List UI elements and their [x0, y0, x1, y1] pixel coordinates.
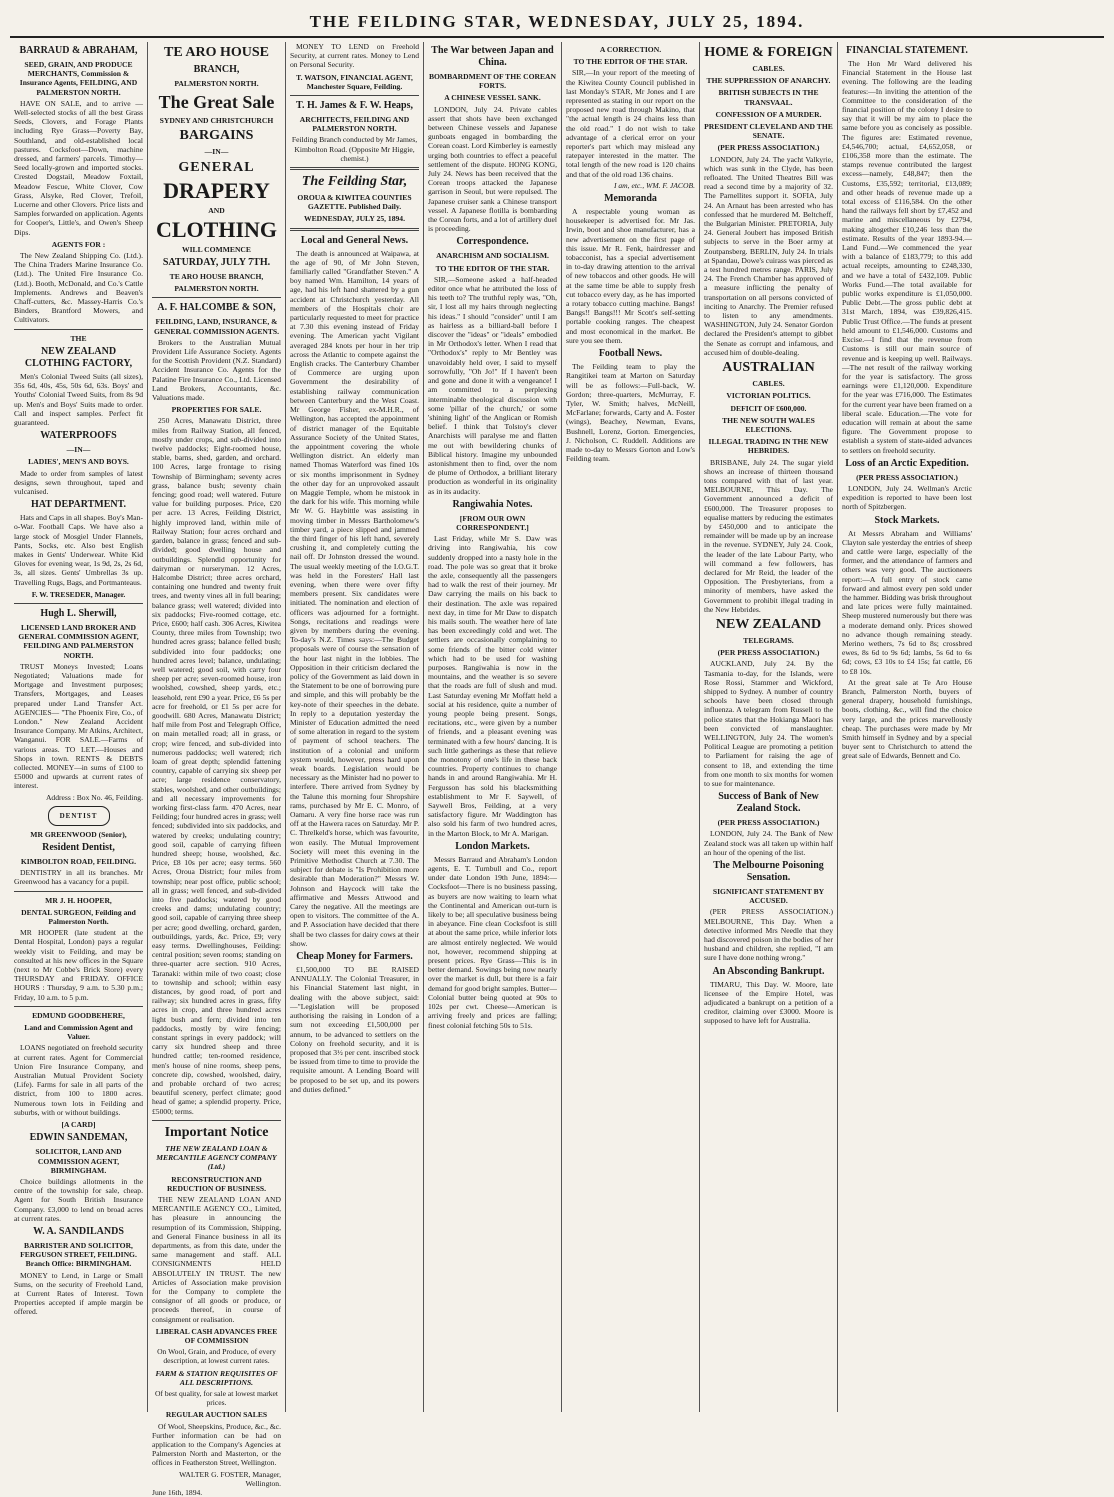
- divider: [14, 891, 143, 892]
- agents-list: The New Zealand Shipping Co. (Ltd.). The China Traders Marine Insurance Co. (Ltd.). The United Fire Insurance Co. (Ltd.). Booth, McDonald, and Co.'s Cattle Implements. Andrews and Beaven's Chaff-cutters, &c. Massey-Harris Co.'s Binders, Brantford Mowers, and Cultivators.: [14, 251, 143, 325]
- star-title: The Feilding Star,: [301, 174, 408, 190]
- agents-heading: AGENTS FOR :: [51, 239, 106, 249]
- farm-heading: FARM & STATION REQUISITES OF ALL DESCRIPTIONS.: [155, 1368, 278, 1387]
- greenwood-title: MR GREENWOOD (Senior),: [30, 829, 127, 839]
- divider: [14, 329, 143, 330]
- waterproofs-body: Made to order from samples of latest designs, sewn throughout, taped and vulcanised.: [14, 468, 143, 496]
- notice-date: June 16th, 1894.: [152, 1488, 203, 1497]
- financial-title: FINANCIAL STATEMENT.: [846, 45, 968, 56]
- bargains-title: BARGAINS: [179, 128, 254, 144]
- nz-body: AUCKLAND, July 24. By the Tasmania to-day, for the Islands, were Rose Rossi, Stammer and Wickford, shipped to Sydney. A number of country schools have been closed through influenza. A telegram from Russell to the police states that the Hokianga Maori has been convicted of manslaughter. WELLINGTON, July 24. The women's Political League are promoting a petition to Parliament for raising the age of consent to 18, and extending the time from one month to six months for women to sue for maintenance.: [704, 659, 833, 789]
- columns: [10, 42, 1104, 1497]
- correspondence-title: Correspondence.: [456, 236, 529, 248]
- halcombe-title: A. F. HALCOMBE & SON,: [157, 302, 276, 314]
- sandeman-body: Choice buildings allotments in the centre of the township for sale, cheap. Agent for South British Insurance Company. £3,000 to lend on broad acres at current rates.: [14, 1176, 143, 1223]
- reconstruction-heading: RECONSTRUCTION AND REDUCTION OF BUSINESS.: [166, 1174, 267, 1193]
- the-label: THE: [70, 333, 87, 343]
- hat-title: HAT DEPARTMENT.: [30, 499, 127, 511]
- foster-signature: WALTER G. FOSTER, Manager, Wellington.: [179, 1469, 281, 1488]
- hooper-body: MR HOOPER (late student at the Dental Hospital, London) pays a regular weekly visit to Feilding, and may be consulted at his new offices in the Square (next to Mr Cobbe's Brick Store) every THURSDAY and FRIDAY. OFFICE HOURS : Thursday, 9 a.m. to 5.30 p.m.; Friday, 10 a.m. to 5 p.m.: [14, 928, 143, 1002]
- arctic-title: Loss of an Arctic Expedition.: [845, 457, 969, 469]
- nz-title: NEW ZEALAND: [715, 616, 822, 632]
- tearo-town-2: PALMERSTON NORTH.: [174, 284, 259, 294]
- australian-sub-2: DEFICIT OF £600,000.: [730, 403, 807, 413]
- bank-press: (PER PRESS ASSOCIATION.): [717, 818, 820, 828]
- local-news-title: Local and General News.: [300, 234, 409, 246]
- war-title: The War between Japan and China.: [431, 45, 554, 68]
- stock-body: At Messrs Abraham and Williams' Clayton sale yesterday the entries of sheep and cattle were large, especially of the former, and the attendance of farmers and others was very good. The auctioneers report:—A full entry of stock came forward and almost every pen sold under the hammer. Bidding was brisk throughout and late prices were fully maintained. Sheep mustered numerously but there was a moderate demand only. Prices showed no advance though remaining steady. Merino wethers, 7s 6d to 8s; crossbred ewes, 8s 6d to 9s 6d; lambs, 5s 6d to 6s 6d; cows, £3 10s to £4 15s; fat cattle, £6 to £8 10s.: [842, 528, 972, 676]
- sandilands-title: W. A. SANDILANDS: [33, 1225, 124, 1237]
- watson-signature: T. WATSON, FINANCIAL AGENT, Manchester Square, Feilding.: [296, 72, 413, 91]
- tearo-title: TE ARO HOUSE: [163, 45, 270, 60]
- tearo-town: PALMERSTON NORTH.: [174, 79, 259, 88]
- firm-title: BARRAUD & ABRAHAM,: [19, 45, 138, 56]
- clothing-label: CLOTHING: [155, 216, 278, 242]
- stock-title: Stock Markets.: [874, 514, 940, 526]
- rangiwahia-from: [FROM OUR OWN CORRESPONDENT.]: [456, 513, 529, 532]
- important-notice-title: Important Notice: [164, 1124, 269, 1140]
- general-label: GENERAL: [178, 159, 255, 175]
- war-subtitle: BOMBARDMENT OF THE COREAN FORTS.: [428, 72, 557, 91]
- australian-sub-3: THE NEW SOUTH WALES ELECTIONS.: [722, 415, 815, 434]
- greenwood-address: KIMBOLTON ROAD, FEILDING.: [20, 857, 137, 867]
- greenwood-resident: Resident Dentist,: [42, 842, 115, 854]
- dentist-logo-icon: DENTIST: [48, 806, 110, 826]
- james-body: Feilding Branch conducted by Mr James, Kimbolton Road. (Opposite Mr Higgie, chemist.): [291, 135, 418, 163]
- bank-title: Success of Bank of New Zealand Stock.: [718, 791, 819, 815]
- great-sale-title: The Great Sale: [158, 92, 275, 113]
- australian-sub-4: ILLEGAL TRADING IN THE NEW HEBRIDES.: [708, 437, 829, 456]
- column-3: [286, 42, 424, 1412]
- drapery-label: DRAPERY: [163, 177, 270, 203]
- local-news-body: The death is announced at Waipawa, at the age of 90, of Mr John Steven, familiarly called "Grandfather Steven." A boy named Wm. Hamilton, 14 years of age, had his left hand shattered by a gun accident at Christchurch yesterday. All members of the Hospitals choir are particularly requested to meet for practice at 7.30 this evening instead of Friday evening. The American yacht Vigilant averaged 284 knots per hour in her trip across the Atlantic to compete against the English cracks. The Canterbury Chamber of Commerce are urging upon Government the desirability of establishing railway communication between Canterbury and the West Coast. Mr George Fisher, ex-M.H.R., of Wellington, has accepted the appointment of district manager of the Equitable Assurance Society of the United States, the appointment covering the whole Wellington district. An elderly man named Thomas Waterford was fined 10s or six months imprisonment in Sydney the other day for an unprovoked assault on Maggie Temple, whom he mistook in the dark for his wife. This morning while Mr W. G. Haybittle was assisting in moving timber in Messrs Bartholomew's timber yard, a piece slipped and jammed the third finger of his left hand, severely crushing it, and completely cutting the nail off. Dr Johnston dressed the wound. The usual weekly meeting of the I.O.G.T. was held in the Foresters' Hall last evening, when there were over fifty members present. Six candidates were initiated. The nomination and election of officers was adjourned for a fortnight. Songs, recitations and readings were given by members during the evening. To-day's N.Z. Times says:—The Budget proposals were of course the sensation of the hour last night in the lobbies. The Opposition in their criticism declared the policy of the Government as laid down in the Statement to be one of borrowing pure and simple, and this will probably be the key-note of their speeches in the debate. In reply to a deputation yesterday the Minister of Education admitted the need of some alteration in regard to the system of payment of school teachers. The institution of a colonial and uniform system would, however, press hard upon weak boards. Legislation would be necessary as the Minister had no power to interfere. There arrived from Sydney by the Talune this morning four Shropshire rams, purchased by Mr E. C. Monro, of Oamaru. A very fine horse race was run off at the Hawera races on Saturday. Mr P. C. Threlkeld's horse, which was favourite, won easily. The Mutual Improvement Society will meet this evening in the Primitive Methodist Church at 7.30. The subject for debate is "Is Prohibition more desirable than Moderation?" Messrs W. Johnson and Haycock will take the affirmative and Messrs Attwood and Carey the negative. All the meetings are open to visitors. The committee of the A. and P. Association have decided that there shall be two classes for dairy cows at their show.: [290, 248, 419, 948]
- melbourne-title: The Melbourne Poisoning Sensation.: [713, 860, 824, 884]
- rangiwahia-title: Rangiwahia Notes.: [452, 498, 533, 510]
- sherwill-address: Address : Box No. 46, Feilding.: [45, 792, 143, 802]
- liberal-body: On Wool, Grain, and Produce, of every description, at lowest current rates.: [157, 1347, 276, 1366]
- sherwill-subtitle: LICENSED LAND BROKER AND GENERAL COMMISSION AGENT, FEILDING AND PALMERSTON NORTH.: [18, 622, 139, 660]
- arctic-press: (PER PRESS ASSOCIATION.): [856, 472, 958, 482]
- sandeman-subtitle: SOLICITOR, LAND AND COMMISSION AGENT, BIRMINGHAM.: [35, 1147, 122, 1175]
- australian-body: BRISBANE, July 24. The sugar yield shows an increase of thirteen thousand tons compared with that of last year. MELBOURNE, This Day. The Government announced a deficit of £600,000. The Treasurer proposes to equalise matters by reducing the estimates by £450,000 and to anticipate the remainder will be made up by an increase in the revenue. SYDNEY, July 24. Cook, the leader of the late Labour Party, who will command a few followers, has declared for Mr Reid, the leader of the Opposition. The Presbyterians, from a minority of members, have asked the Government to prohibit illegal trading in the New Hebrides.: [704, 457, 833, 614]
- home-foreign-body: LONDON, July 24. The yacht Valkyrie, which was sunk in the Clyde, has been refloated. The United Theatres Bill was read a second time by a majority of 32. The Parnellites support it. SOFIA, July 24. An Arnaut has been arrested who has confessed that he murdered M. Beltcheff, the Bulgarian Minister. PRETORIA, July 24. General Joubert has imposed British subjects to serve in the Boer army at Zoutpansberg. BERLIN, July 24. In trials at Spandau, Dowe's cuirass was pierced as a test hundred metres range. PARIS, July 24. The French Chamber has approved of a measure inflicting the penalty of transportation on all persons convicted of inciting to Anarchy. The Premier refused to listen to any amendments. WASHINGTON, July 24. Senator Gordon declared the President's attempt to gibbet the Senate as corrupt and infamous, and accused him of double-dealing.: [704, 154, 833, 357]
- greenwood-body: DENTISTRY in all its branches. Mr Greenwood has a vacancy for a pupil.: [14, 868, 143, 887]
- cheap-money-title: Cheap Money for Farmers.: [296, 951, 413, 963]
- column-4: [424, 42, 562, 1412]
- important-notice-subtitle: THE NEW ZEALAND LOAN & MERCANTILE AGENCY COMPANY (Ltd.): [156, 1143, 277, 1172]
- commence-label: WILL COMMENCE: [182, 244, 251, 254]
- goodbehere-body: LOANS negotiated on freehold security at current rates. Agent for Commercial Union Fire Insurance Company, and Australian Mutual Provident Society (Life). Farms for sale in all parts of the district, from 100 to 1800 acres. Numerous town lots in Feilding and suburbs, with or without buildings.: [14, 1043, 143, 1117]
- memoranda-body: A respectable young woman as housekeeper is advertised for. Mr Jas. Irwin, boot and shoe manufacturer, has a new advertisement on the first page of this issue. Mr R. Fenk, hairdresser and tobacconist, has a special advertisement in to-day drawing attention to the arrival of new tobaccos and other goods. He will at the same time be able to supply fresh cut tobacco every day, as he has imported a rotary tobacco cutting machine. Bangs! Bangs!! Bangs!!! Mr Scott's self-setting portable cooking ranges. The cheapest and most economical in the market. Be sure you see them.: [566, 207, 695, 345]
- tearo-title-2: TE ARO HOUSE BRANCH,: [169, 272, 264, 282]
- great-sale-origin: SYDNEY AND CHRISTCHURCH: [159, 116, 274, 126]
- hooper-title: MR J. H. HOOPER,: [45, 895, 112, 905]
- farm-body: Of best quality, for sale at lowest market prices.: [154, 1388, 279, 1408]
- halcombe-body: Brokers to the Australian Mutual Provident Life Assurance Society. Agents for the Scottish Provident (N.Z. Standard) Accident Insurance Co. Agents for the Palatine Fire Insurance Co., Ltd. Licensed Land Brokers, Accountants, &c. Valuations made.: [152, 337, 281, 403]
- football-body: The Feilding team to play the Rangitikei team at Marton on Saturday will be as follows:—Full-back, W. Gordon; three-quarters, McMurray, F. Tyler, W. Smith; halves, McNeill, McFarlane; forwards, Carty and A. Foster (wings), Beachey, Newman, Evans, Bushnell, Lorenz, Gorton. Emergencies, J. Nicholson, C. Ruddell. Additions are made to-day to Messrs Gorton and Low's Feilding team.: [566, 362, 695, 464]
- divider: [290, 167, 419, 170]
- masthead: THE FEILDING STAR, WEDNESDAY, JULY 25, 1894.: [10, 8, 1104, 38]
- home-foreign-title: HOME & FOREIGN: [704, 45, 833, 60]
- correspondence-body: SIR,—Someone asked a half-headed editor once what he attributed the loss of his teeth to? The truthful reply was, "Oh, sir, I lost all my hairs through neglecting his ideas." I should "consider" until I am as hairless as a billiard-ball before I discover the "ideas" or "ideals" embodied in Mr Orthodox's letter. When I read that "Orthodox's" reply to Mr Bentley was unavoidably held over, I said to myself sorrowfully, "Oh Jo!" If I haven't been and gone and done it with a vengeance! I am committed to a perplexing interminable theological discussion with some 'pillar of the church,' or some 'shining light' of the Anglican or Romish belief. I think that Tolstoy's clever Anarchists will paralyse me and flatten me out with bewildering chunks of Biblical history. Imagine my unbounded astonishment then to find, over the nom de plume of Orthodox, a brilliant literary production as wonderful in its originality as in its audacity.: [428, 274, 557, 496]
- bank-body: LONDON, July 24. The Bank of New Zealand stock was all taken up within half an hour of the opening of the list.: [704, 829, 833, 857]
- correction-editor: TO THE EDITOR OF THE STAR.: [573, 57, 688, 67]
- money-ad: MONEY TO LEND on Freehold Security, at current rates. Money to Lend on Personal Security.: [290, 42, 419, 70]
- australian-cables: CABLES.: [752, 379, 785, 389]
- reconstruction-body: THE NEW ZEALAND LOAN AND MERCANTILE AGENCY CO., Limited, has pleasure in announcing the resumption of its Commission, Shipping, and General Finance business in all its departments, as from this date, under the same management and staff. ALL CONSIGNMENTS HELD ABSOLUTELY IN TRUST. The new Articles of Association make provision for the Company to complete the consignor of all goods or produce, or proceeds thereof, in course of consignment or realisation.: [152, 1194, 281, 1324]
- divider: [152, 1120, 281, 1121]
- nz-telegrams: TELEGRAMS.: [743, 635, 794, 645]
- column-1: [10, 42, 148, 1412]
- tearo-branch: BRANCH,: [193, 64, 240, 75]
- treseder-signature: F. W. TRESEDER, Manager.: [31, 589, 126, 599]
- firm-subtitle: SEED, GRAIN, AND PRODUCE MERCHANTS, Commission & Insurance Agents, FEILDING, AND PALMERSTON NORTH.: [19, 60, 138, 97]
- nz-press: (PER PRESS ASSOCIATION.): [717, 648, 820, 658]
- divider: [14, 1006, 143, 1007]
- divider: [152, 297, 281, 298]
- financial-body: The Hon Mr Ward delivered his Financial Statement in the House last evening. The following are the leading features:—In inviting the attention of the Committee to the consideration of the financial position of the colony I desire to say that it will be my aim to place the same before you as concisely as possible. The figures are: Estimated revenue, £4,546,700; actual, £4,652,058, or £106,358 more than the estimate. The stamps revenue contributed the largest excess—namely, £48,847; then the Customs, £35,592; territorial, £13,089; and other heads of revenue made up a total excess of £116,584. On the other hand the railways fell short by £7,452 and marine and miscellaneous by £2794, making altogether £10,246 less than the estimate. Results of the year 1893-94.—Land Fund.—We commenced the year with a balance of £183,779; to this add actual receipts, amounting to £248,330, and we have a total of £432,109. Public Works Fund.—The total available for public works expenditure is £1,050,000. Public Debt.—The gross public debt at 31st March, 1894, was £39,826,415. Public Trust Office.—The funds at present held amount to £1,546,000. Customs and Excise.—I find that the revenue from Customs is still our main source of revenue and is keeping up well. Railways.—The net result of the railway working for the year is satisfactory. The gross earnings were £1,120,000. Expenditure for the year was £716,000. The Estimates for the current year have been framed on a liberal scale. Education.—The vote for education will remain at about the same figure. The Government propose to establish a system of state-aided advances to settlers on freehold security.: [842, 59, 972, 455]
- hat-body: Hats and Caps in all shapes. Boy's Man-o-War. Football Caps. We have also a large stock of Mosgiel Under Flannels, Pants, Socks, etc. Also best English makes in Gents' Underwear. White Kid Gloves for evening wear, 1s 9d, 2s, 2s 6d, 3s, all sizes. Gents' Umbrellas 3s up. Travelling Rugs, Bags, and Portmanteaus.: [14, 513, 143, 587]
- rangiwahia-body: Last Friday, while Mr S. Daw was driving into Rangiwahia, his cow suddenly dropped into a nasty hole in the road. The pole was so great that it broke the axle, consequently all the passengers had to walk the rest of their journey. Mr Daw carrying the mails on his back to their destination. The axle was repaired next day, in time for Mr Daw to dispatch his mails south. The weather here of late has been exceedingly cold and wet. The settlers are occasionally complaining to some friends of the bitter cold winter which had to be used for washing purposes. Rangiwahia is now in the mountains, and the weather is so severe that the roads are full of slush and mud. Last Saturday evening Mr Moffatt held a social at his residence, quite a number of young people being present. Songs, recitations, etc., were given by a number of friends, and a pleasant evening was terminated with a few hours' dancing. It is such little gatherings as these that relieve the monotony of one's life in these back countries. Property continues to change hands in and around Rangiwahia. Mr H. Fergusson has sold his blacksmithing establishment to Mr F. Saywell, of Saywell Bros, Feilding, at a very satisfactory figure. Mr Waddington has also sold his farm of two hundred acres, in the Marton Block, to Mr A. Marigan.: [428, 534, 557, 838]
- column-2: [148, 42, 286, 1497]
- melbourne-subtitle: SIGNIFICANT STATEMENT BY ACCUSED.: [712, 887, 825, 906]
- column-5: [562, 42, 700, 1412]
- column-6: [700, 42, 838, 1412]
- home-foreign-sub-1: THE SUPPRESSION OF ANARCHY.: [706, 76, 831, 86]
- divider: [14, 603, 143, 604]
- properties-body: 250 Acres, Manawatu District, three miles from Railway Station, all fenced, mostly under crops, and sub-divided into twelve paddocks; Eight-roomed house, stable, barns, shed, garden, and orchard. 100 Acres, large frontage to rising Township of Birmingham; seventy acres grass, balance bush; seventy chain fencing; good road; well watered. Future value for building purposes. Price, £20 per acre. 13 Acres, Feilding District, highly improved land, within mile of Railway Station; four acres orchard and garden, balance in grass; fenced and sub-divided; good dwelling house and outbuildings. Splendid opportunity for dairyman or nurseryman. 12 Acres, Halcombe District; three acres orchard, containing one hundred and twenty fruit trees, and twenty vines all in full bearing; balance grass; well watered; divided into six paddocks; Five-roomed cottage, etc. Price, £600; half cash. 306 Acres, Kiwitea County, three miles from Township; two hundred acres grass; balance felled bush; subdivided into four paddocks; one hundred acres level; balance, undulating; well watered; good soil, with carry four sheep per acre; seven-roomed house, iron woolshed, cowshed, sheep yards, etc.; leasehold, rent £90 a year. Price, £6 5s per acre for freehold, or £1 5s per acre for goodwill. 680 Acres, Manawatu District; half mile from Post and Telegraph Office, on main metalled road; all in grass, or crop; wire fenced, and sub-divided into numerous paddocks; well watered; rich loam of great depth; splendid fattening country, capable of carrying six sheep per acre; large residence conservatory, stables, woolshed, and other outbuildings; and all necessary improvements for working first-class farm. 470 Acres, near Feilding; four hundred acres in grass; well fenced; subdivided into six paddocks, and watered by creeks; undulating country; good soil, capable of carrying fifteen hundred sheep; house, woolshed, &c. Price, £8 10s per acre; easy terms. 560 Acres, Oroua District; four miles from township; near post office, public school; all in grass; well fenced, and sub-divided into five paddocks; watered by good creeks and dams; undulating country; good soil, capable of carrying three sheep per acre; good dwelling, orchard, garden, outbuildings, yards, &c. Price, £9; very easy terms. Dwellinghouses, Feilding: central position; seven rooms; standing on three-quarter acre section. 910 Acres, Taranaki: within mile of two coast; close to township and school; within easy distances, by good road, of port and railway; six hundred acres in grass, fifty acres in crop, and three hundred acres light bush and fern; divided into ten paddocks, mostly by wire fencing; constant springs in every paddock; will carry six hundred sheep and three hundred cattle; ten-roomed residence, men's house of nine rooms, sheep pens, concrete dip, cowshed, woolshed, dairy, and probable orchard of two acres; beautiful scenery, perfect climate; good head of game; a splendid property. Price, £5000; terms.: [152, 416, 281, 1116]
- halcombe-subtitle: FEILDING, LAND, INSURANCE, & GENERAL COMMISSION AGENTS.: [153, 317, 280, 336]
- bankrupt-title: An Absconding Bankrupt.: [712, 965, 825, 977]
- waterproofs-title: WATERPROOFS: [40, 430, 117, 442]
- home-foreign-sub-3: CONFESSION OF A MURDER.: [715, 109, 822, 119]
- james-title: T. H. James & F. W. Heaps,: [296, 100, 413, 112]
- correction-body: SIR,—In your report of the meeting of the Kiwitea County Council published in last Monday's STAR, Mr Jones and I are represented as stating in our report on the proposed new road through Makino, that "the actual length is 24 chains less than the old road." I do not wish to take advantage of a clerical error on your reporter's part which may mislead any ratepayer interested in the matter. The total length of the new road is 120 chains and that of the old road 136 chains.: [566, 68, 695, 179]
- hooper-subtitle: DENTAL SURGEON, Feilding and Palmerston North.: [21, 907, 136, 927]
- editor-label: TO THE EDITOR OF THE STAR.: [435, 263, 550, 273]
- clothing-factory-title: NEW ZEALAND CLOTHING FACTORY,: [24, 345, 133, 369]
- sale-notice: At the great sale at Te Aro House Branch, Palmerston North, buyers of general drapery, household furnishings, boots, clothing, &c., will find the choice very large, and the prices marvellously cheap. The purchases were made by Mr Smith himself in Sydney and by a special buyer sent to Christchurch to attend the great sale of Edwards, Bennett and Co.: [842, 677, 972, 761]
- australian-sub-1: VICTORIAN POLITICS.: [726, 391, 811, 401]
- star-date: WEDNESDAY, JULY 25, 1894.: [304, 214, 405, 224]
- star-subtitle: OROUA & KIWITEA COUNTIES GAZETTE. Published Daily.: [297, 193, 412, 212]
- london-markets-title: London Markets.: [455, 840, 530, 852]
- liberal-heading: LIBERAL CASH ADVANCES FREE OF COMMISSION: [155, 1326, 278, 1345]
- melbourne-body: (PER PRESS ASSOCIATION.) MELBOURNE, This Day. When a detective informed Mrs Needle that they had discovered poison in the bodies of her husband and children, she replied, "I am sure I have done nothing wrong.": [704, 907, 833, 963]
- card-label: [A CARD]: [61, 1120, 96, 1130]
- goodbehere-subtitle: Land and Commission Agent and Valuer.: [24, 1023, 133, 1042]
- waterproofs-subtitle: LADIES', MEN'S AND BOYS.: [28, 457, 129, 467]
- london-markets-body: Messrs Barraud and Abraham's London agents, E. T. Turnbull and Co., report under date London 19th June, 1894:— Cocksfoot—There is no business passing, as buyers are now waiting to learn what the Continental and American out-turn is likely to be; all speculative business being in abeyance. Fine clean Cocksfoot is still at about the same price, while inferior lots are almost entirely neglected. We would not, however, recommend shipping at present prices. Rye Grass—This is in better demand. Sowings being now nearly over the market is dull, but there is a fair demand for good bright samples. Butter—Colonial butter being quoted at 90s to 102s per cwt. Cheese—American is arriving freely and prices are falling; finest colonial fetching 50s to 51s.: [428, 854, 557, 1030]
- james-subtitle: ARCHITECTS, FEILDING AND PALMERSTON NORTH.: [299, 115, 410, 134]
- home-foreign-press: (PER PRESS ASSOCIATION.): [717, 143, 820, 153]
- auction-body: Of Wool, Sheepskins, Produce, &c., &c. Further information can be had on application to the Company's Agencies at Palmerston North and Masterton, or the offices in Featherston Street, Wellington.: [152, 1421, 281, 1468]
- correction-title: A CORRECTION.: [599, 45, 662, 54]
- war-subtitle-2: A CHINESE VESSEL SANK.: [444, 93, 541, 103]
- arctic-body: LONDON, July 24. Wellman's Arctic expedition is reported to have been lost north of Spitzbergen.: [842, 483, 972, 512]
- australian-title: AUSTRALIAN: [722, 360, 815, 376]
- home-foreign-sub-2: BRITISH SUBJECTS IN THE TRANSVAAL.: [718, 88, 819, 107]
- divider: [290, 95, 419, 96]
- auction-heading: REGULAR AUCTION SALES: [165, 1410, 268, 1420]
- sandeman-title: EDWIN SANDEMAN,: [29, 1132, 128, 1144]
- bankrupt-body: TIMARU, This Day. W. Moore, late licensee of the Empire Hotel, was adjudicated a bankrupt on a petition of a creditor, claiming over £3000. Moore is supposed to have left for Australia.: [704, 979, 833, 1026]
- correction-signature: I am, etc., WM. F. JACOB.: [613, 180, 695, 190]
- divider: [290, 228, 419, 231]
- sandilands-body: MONEY to Lend, in Large or Small Sums, on the security of Freehold Land, at Current Rates of Interest. Town Properties accepted if ample margin be offered.: [14, 1270, 143, 1317]
- firm-body: HAVE ON SALE, and to arrive — Well-selected stocks of all the best Grass Seeds, Clovers, and Forage Plants including Rye Grass—Poverty Bay, Southland, and old-established local pastures. Cocksfoot—Down, machine dressed, and farmers' parcels. Timothy—Seed locally-grown and imported stocks. Crested Dogstail, Meadow Foxtail, Meadow Fescue, White Clover, Cow Grass, Alsyke, Red Clover, Trefoil, Lucerne and other Clovers. Price lists and Samples forwarded on application. Agents for Cooper's, Little's, and Owen's Sheep Dips.: [14, 98, 143, 237]
- bargains-in: —IN—: [204, 147, 229, 157]
- column-7: [838, 42, 976, 1412]
- football-title: Football News.: [598, 348, 663, 360]
- war-body: LONDON, July 24. Private cables assert that shots have been exchanged between Chinese vessels and Japanese gunboats engaged in bombarding the Corean coast. Lord Kimberley is earnestly urging both countries to effect a peaceful settlement of the dispute. HONG KONG, July 24. News has been received that the Corean troops attacked the Japanese garrison in Seoul, but were repulsed. The Japanese cruiser sank a Chinese transport vessel. A Japanese flotilla is bombarding the Corean forts, and a lot of artillery duel is proceeding.: [428, 104, 557, 234]
- sale-date: SATURDAY, JULY 7TH.: [162, 257, 271, 269]
- clothing-factory-body: Men's Colonial Tweed Suits (all sizes), 35s 6d, 40s, 45s, 50s 6d, 63s. Boys' and Youths' Colonial Tweed Suits, from 8s 9d up. Men's and Boys' Suits made to order. Call and inspect samples. Perfect fit guaranteed.: [14, 371, 143, 427]
- sherwill-body: TRUST Moneys Invested; Loans Negotiated; Valuations made for Mortgage and Investment purposes; Transfers, Mortgages, and Leases prepared under Land Transfer Act. AGENCIES— "The Phoenix Fire, Co., of London." New Zealand Accident Insurance Company. Mr Atkins, Architect, Wanganui. FOR SALE.—Farms of various areas. TO LET.—Houses and Shops in town. RENTS & DEBTS collected. MONEY—in sums of £100 to £5000 and upwards at current rates of interest.: [14, 661, 143, 791]
- waterproofs-in: —IN—: [66, 445, 91, 455]
- cheap-money-body: £1,500,000 TO BE RAISED ANNUALLY. The Colonial Treasurer, in his Financial Statement last night, in dealing with the above subject, said:—"Legislation will be proposed authorising the raising in London of a sum not exceeding £1,500,000 per annum, to be advanced to settlers on the Colony on freehold security, and it is proposed that 3½ per cent. inscribed stock be issued from time to time to provide the requisite amount. A Lending Board will be proposed to be set up, and its powers and duties defined.": [290, 965, 419, 1094]
- home-foreign-sub-4: PRESIDENT CLEVELAND AND THE SENATE.: [704, 122, 833, 141]
- and-label: AND: [208, 205, 225, 215]
- sandilands-subtitle: BARRISTER AND SOLICITOR, FERGUSON STREET, FEILDING. Branch Office: BIRMINGHAM.: [20, 1240, 137, 1269]
- home-foreign-cables: CABLES.: [752, 64, 785, 73]
- properties-heading: PROPERTIES FOR SALE.: [171, 405, 262, 415]
- anarchism-heading: ANARCHISM AND SOCIALISM.: [436, 251, 549, 261]
- sherwill-title: Hugh L. Sherwill,: [40, 607, 117, 619]
- goodbehere-title: EDMUND GOODBEHERE,: [32, 1010, 125, 1020]
- memoranda-title: Memoranda: [604, 193, 657, 205]
